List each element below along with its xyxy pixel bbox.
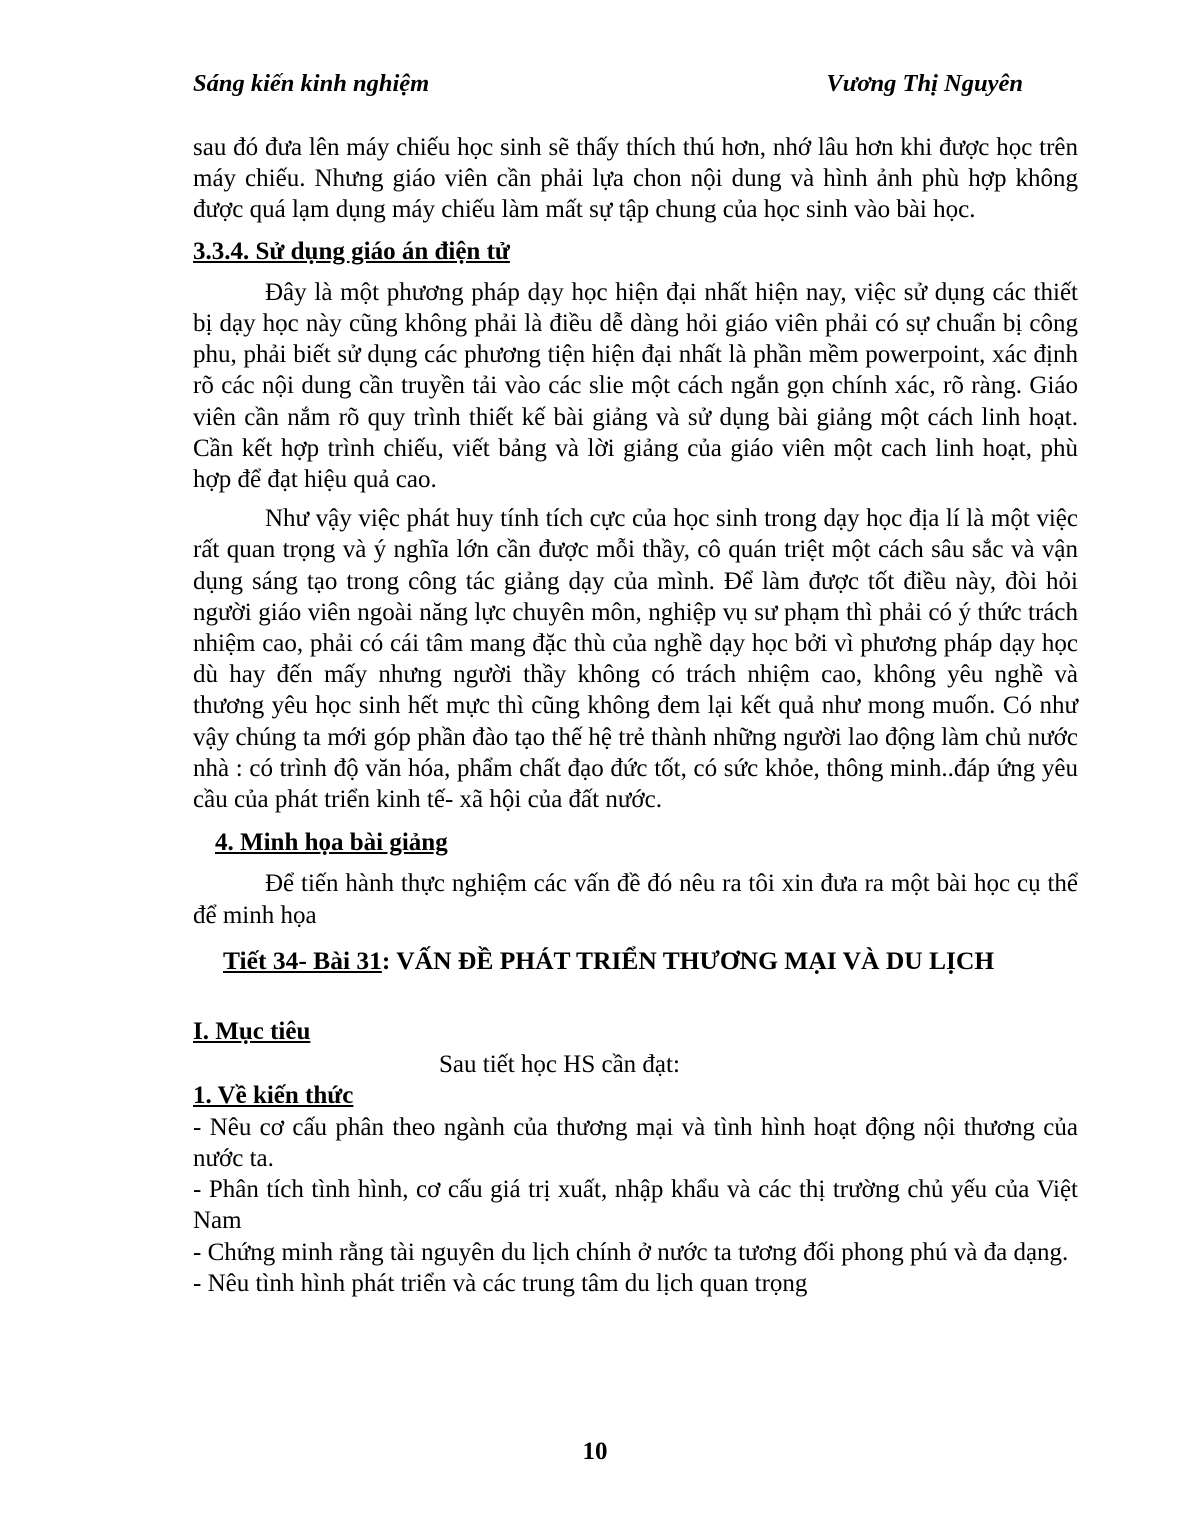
section-334-paragraph-2: Như vậy việc phát huy tính tích cực của học sinh trong dạy học địa lí là một việc rất quan trọng và ý nghĩa lớn cần được mỗi thầy, cô quán triệt một cách sâu sắc và vận dụng sáng tạo trong công tác giảng dạy của mình. Để làm được tốt điều này, đòi hỏi người giáo viên ngoài năng lực chuyên môn, nghiệp vụ sư phạm thì phải có ý thức trách nhiệm cao, phải có cái tâm mang đặc thù của nghề dạy học bởi vì phương pháp dạy học dù hay đến mấy nhưng người thầy không có trách nhiệm cao, không yêu nghề và thương yêu học sinh hết mực thì cũng không đem lại kết quả như mong muốn. Có như vậy chúng ta mới góp phần đào tạo thế hệ trẻ thành những người lao động làm chủ nước nhà : có trình độ văn hóa, phẩm chất đạo đức tốt, có sức khỏe, thông minh..đáp ứng yêu cầu của phát triển kinh tế- xã hội của đất nước. [193, 505, 1078, 814]
section-4-heading: 4. Minh họa bài giảng [215, 829, 448, 857]
section-334-paragraph-1: Đây là một phương pháp dạy học hiện đại nhất hiện nay, việc sử dụng các thiết bị dạy học này cũng không phải là điều dễ dàng hỏi giáo viên phải có sự chuẩn bị công phu, phải biết sử dụng các phương tiện hiện đại nhất là phần mềm powerpoint, xác định rõ các nội dung cần truyền tải vào các slie một cách ngắn gọn chính xác, rõ ràng. Giáo viên cần nắm rõ quy trình thiết kế bài giảng và sử dụng bài giảng một cách linh hoạt. Cần kết hợp trình chiếu, viết bảng và lời giảng của giáo viên một cach linh hoạt, phù hợp để đạt hiệu quả cao. [193, 278, 1078, 494]
knowledge-heading: 1. Về kiến thức [193, 1082, 354, 1110]
page-content [193, 132, 1078, 1299]
lesson-title [193, 945, 1078, 976]
knowledge-heading-wrap [193, 1080, 1078, 1111]
section-334-heading: 3.3.4. Sử dụng giáo án điện tử [193, 237, 510, 265]
objectives-heading: I. Mục tiêu [193, 1018, 311, 1046]
lesson-name: : VẤN ĐỀ PHÁT TRIỂN THƯƠNG MẠI VÀ DU LỊCH [381, 945, 995, 975]
objective-item: - Nêu tình hình phát triển và các trung tâm du lịch quan trọng [193, 1269, 808, 1297]
intro-paragraph: sau đó đưa lên máy chiếu học sinh sẽ thấy thích thú hơn, nhớ lâu hơn khi được học trên máy chiếu. Nhưng giáo viên cần phải lựa chon nội dung và hình ảnh phù hợp không được quá lạm dụng máy chiếu làm mất sự tập chung của học sinh vào bài học. [193, 134, 1078, 224]
lesson-number: Tiết 34- Bài 31 [223, 945, 382, 975]
objectives-heading-wrap [193, 1016, 1078, 1047]
objectives-intro: Sau tiết học HS cần đạt: [439, 1051, 680, 1079]
header-author: Vương Thị Nguyên [826, 70, 1023, 97]
header-document-type: Sáng kiến kinh nghiệm [193, 70, 430, 97]
objective-item: - Nêu cơ cấu phân theo ngành của thương mại và tình hình hoạt động nội thương của nước ta. [193, 1113, 1078, 1172]
objective-item: - Chứng minh rằng tài nguyên du lịch chính ở nước ta tương đối phong phú và đa dạng. [193, 1238, 1069, 1266]
section-4-paragraph: Để tiến hành thực nghiệm các vấn đề đó nêu ra tôi xin đưa ra một bài học cụ thể để minh họa [193, 870, 1078, 929]
page-number: 10 [582, 1438, 608, 1465]
page-header [193, 70, 1023, 104]
section-4-heading-wrap [193, 827, 1078, 858]
objective-item: - Phân tích tình hình, cơ cấu giá trị xuất, nhập khẩu và các thị trường chủ yếu của Việt Nam [193, 1176, 1078, 1235]
